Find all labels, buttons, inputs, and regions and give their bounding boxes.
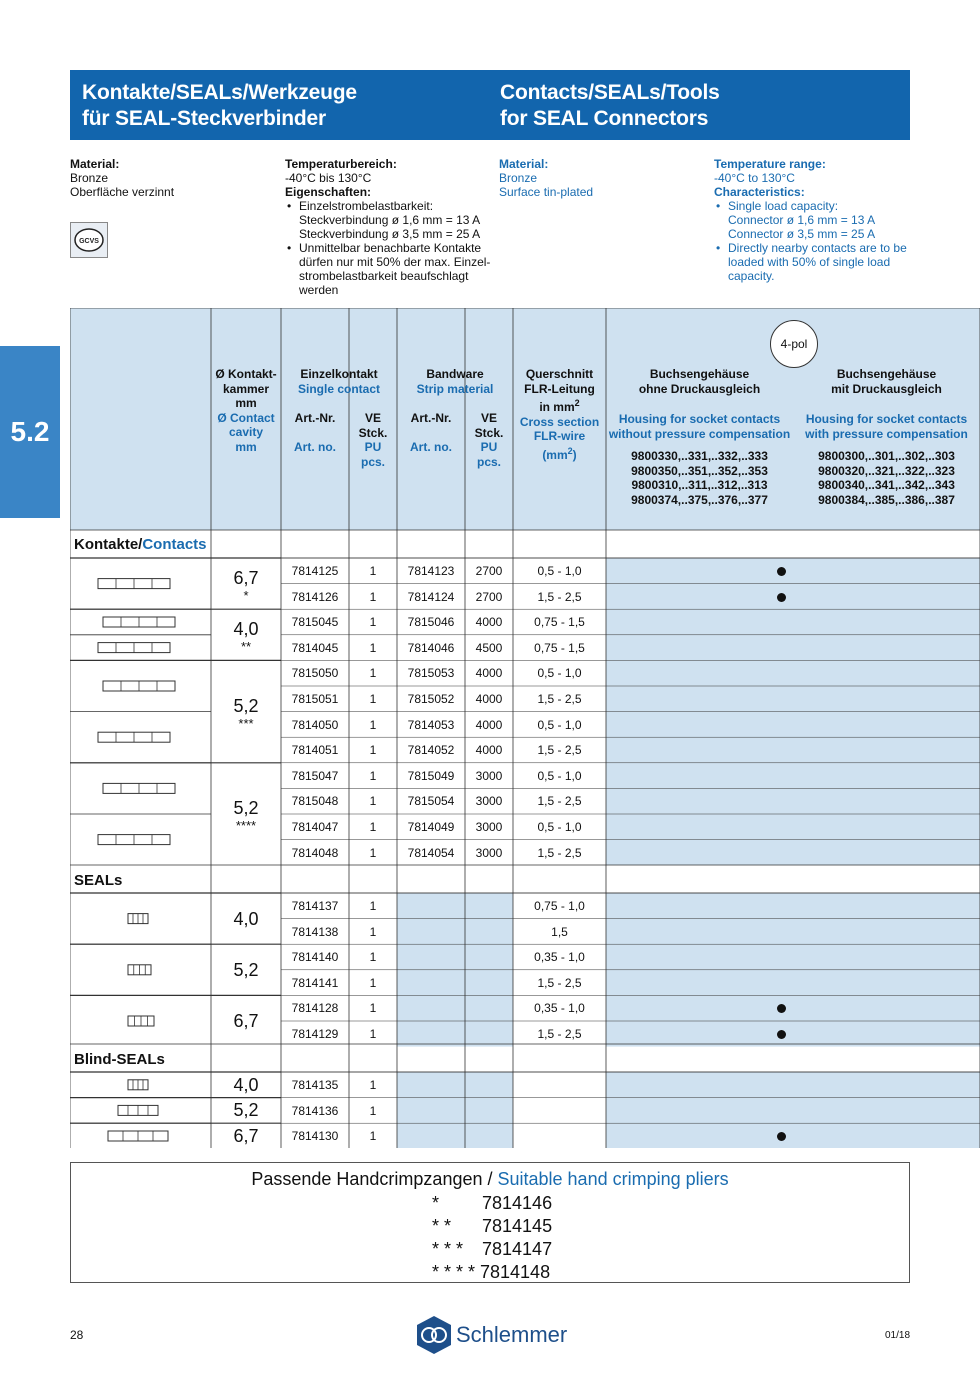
pack-unit: 1 (369, 820, 377, 834)
prop-item: • Single load capacity: Connector ø 1,6 mm = 13 A Connector ø 3,5 mm = 25 A (714, 199, 914, 241)
product-table (70, 308, 980, 1148)
strip-article-number: 7814054 (407, 845, 455, 860)
group-band (70, 865, 980, 893)
article-number: 7814051 (291, 743, 339, 758)
header-housing-with: Buchsengehäuse mit Druckausgleich Housing for socket contacts with pressure compensation 9800300,..301,..302,..303 9800320,..321,..322,..323 9800340,..341,..342,..343 9800384,..385,..386,..387 (805, 367, 968, 507)
pack-unit: 1 (369, 794, 377, 809)
edition-date: 01/18 (885, 1330, 911, 1341)
plier-reference: **** (235, 818, 257, 833)
pack-unit: 1 (369, 768, 377, 783)
certification-logo (70, 222, 108, 258)
pol-badge: 4-pol (770, 320, 818, 368)
pack-unit: 1 (369, 589, 377, 604)
empty-strip-cell (397, 919, 513, 945)
article-number: 7815045 (291, 615, 339, 630)
strip-article-number: 7815052 (407, 692, 455, 706)
pack-unit: 1 (369, 1129, 377, 1144)
strip-pack-unit: 2700 (475, 564, 503, 578)
strip-article-number: 7814049 (407, 820, 455, 834)
prop-item: • Unmittelbar benachbarte Kontakte dürfen nur mit 50% der max. Einzel- strombelastbarkeit beaufschlagt werden (285, 241, 495, 297)
pack-unit: 1 (369, 717, 377, 732)
cavity-size: 5,2 (233, 695, 259, 716)
empty-strip-cell (397, 944, 513, 970)
seal-icon (128, 914, 148, 924)
contact-icon (103, 783, 175, 793)
plier-reference: *** (238, 715, 254, 731)
contact-icon (103, 681, 175, 691)
cross-section: 0,35 - 1,0 (534, 1001, 585, 1016)
pack-unit: 1 (369, 640, 377, 655)
strip-pack-unit: 4000 (475, 743, 503, 758)
pack-unit: 1 (369, 1103, 377, 1118)
strip-article-number: 7814046 (407, 640, 455, 655)
empty-strip-cell (397, 970, 513, 996)
prop-item: • Directly nearby contacts are to be loaded with 50% of single load capacity. (714, 241, 914, 283)
group-seals: SEALs (74, 872, 123, 889)
strip-pack-unit: 3000 (475, 845, 503, 860)
pack-unit: 1 (369, 743, 377, 758)
header-cross-section: Querschnitt FLR-Leitung in $mm^2$ Cross section FLR-wire $(mm^2)$ (519, 367, 600, 462)
seal-icon (128, 1016, 154, 1026)
material-en: Material: Bronze Surface tin-plated (499, 157, 594, 199)
article-number: 7814125 (291, 564, 339, 578)
strip-pack-unit: 4000 (475, 666, 503, 681)
cavity-size: 5,2 (233, 1100, 259, 1121)
empty-strip-cell (397, 995, 513, 1021)
seal-icon (118, 1105, 158, 1115)
properties-de: Temperaturbereich: -40°C bis 130°C Eigenschaften: • Einzelstrombelastbarkeit: Steckverbindung ø 1,6 mm = 13 A Steckverbindung ø 3,5 mm = 25 A • Unmittelbar benachbarte Kontakte dürfen nur mit 50% der max. Einzel- strombelastbarkeit beaufschlagt werden (285, 157, 495, 297)
housing-cell (606, 1021, 980, 1047)
article-number: 7814130 (291, 1129, 339, 1144)
strip-article-number: 7814123 (407, 564, 455, 578)
article-number: 7814138 (291, 924, 339, 939)
cross-section: 0,5 - 1,0 (537, 717, 582, 732)
strip-pack-unit: 4000 (475, 692, 503, 706)
title-en: Contacts/SEALs/Tools for SEAL Connectors (500, 81, 720, 130)
article-number: 7814129 (291, 1027, 339, 1041)
cert-icon (71, 223, 107, 257)
article-number: 7814128 (291, 1001, 339, 1016)
strip-pack-unit: 4000 (475, 717, 503, 732)
pack-unit: 1 (369, 1001, 377, 1016)
section-tab: 5.2 (0, 346, 60, 518)
brand-logo (414, 1314, 574, 1356)
empty-strip-cell (397, 1021, 513, 1047)
housing-cell (606, 686, 980, 712)
cross-section: 0,75 - 1,0 (534, 899, 585, 913)
empty-strip-cell (397, 1098, 513, 1124)
article-number: 7814141 (291, 975, 339, 990)
pack-unit: 1 (369, 666, 377, 681)
cross-section: 0,75 - 1,5 (534, 615, 585, 630)
row-cell (513, 1123, 606, 1148)
header-single: Einzelkontakt Single contact (297, 367, 380, 396)
pack-unit: 1 (369, 1027, 377, 1041)
compatibility-dot (777, 567, 786, 576)
article-number: 7815047 (291, 768, 339, 783)
pack-unit: 1 (369, 924, 377, 939)
schlemmer-logo-icon (414, 1314, 454, 1356)
cross-section: 1,5 - 2,5 (537, 794, 582, 809)
cross-section: 1,5 - 2,5 (537, 589, 582, 604)
strip-pack-unit: 4500 (475, 640, 503, 655)
strip-pack-unit: 4000 (475, 615, 503, 630)
strip-pack-unit: 3000 (475, 794, 503, 809)
strip-pack-unit: 3000 (475, 768, 503, 783)
housing-cell (606, 737, 980, 763)
housing-cell (606, 763, 980, 789)
cross-section: 0,75 - 1,5 (534, 640, 585, 655)
article-number: 7814140 (291, 950, 339, 965)
housing-cell (606, 660, 980, 686)
article-number: 7814050 (291, 717, 339, 732)
contact-icon (103, 617, 175, 627)
article-number: 7814045 (291, 640, 339, 655)
empty-strip-cell (397, 1072, 513, 1098)
pack-unit: 1 (369, 564, 377, 578)
group-band (70, 1044, 980, 1072)
cross-section: 1,5 - 2,5 (537, 975, 582, 990)
seal-icon (128, 1080, 148, 1090)
strip-article-number: 7815049 (407, 768, 455, 783)
prop-item: • Einzelstrombelastbarkeit: Steckverbindung ø 1,6 mm = 13 A Steckverbindung ø 3,5 mm = 25 A (285, 199, 495, 241)
cross-section: 1,5 - 2,5 (537, 692, 582, 706)
cavity-size: 4,0 (233, 1074, 259, 1095)
housing-cell (606, 584, 980, 610)
housing-cell (606, 814, 980, 840)
crimping-pliers-box: Passende Handcrimpzangen / Suitable hand crimping pliers * 7814146 * * 7814145 * * * 7814147 * * * * 7814148 (70, 1162, 910, 1283)
strip-pack-unit: 3000 (475, 820, 503, 834)
header-strip-art: Art.-Nr. Art. no. (410, 411, 452, 454)
header-single-art: Art.-Nr. Art. no. (294, 411, 336, 454)
housing-cell (606, 609, 980, 635)
seal-icon (128, 965, 151, 975)
cavity-size: 6,7 (233, 1126, 259, 1146)
cross-section: 1,5 - 2,5 (537, 845, 582, 860)
contact-icon (98, 579, 170, 589)
svg-text:GCVS: GCVS (79, 238, 99, 245)
cavity-size: 4,0 (233, 908, 259, 929)
housing-cell (606, 635, 980, 661)
housing-cell (606, 840, 980, 866)
article-number: 7814136 (291, 1103, 339, 1118)
housing-cell (606, 944, 980, 970)
article-number: 7814135 (291, 1078, 339, 1092)
housing-cell (606, 970, 980, 996)
strip-article-number: 7814124 (407, 589, 455, 604)
cavity-size: 5,2 (233, 959, 259, 980)
row-cell (513, 1072, 606, 1098)
cavity-size: 6,7 (233, 567, 259, 588)
contact-icon (98, 643, 170, 653)
housing-cell (606, 558, 980, 584)
cavity-size: 6,7 (233, 1011, 259, 1031)
compatibility-dot (777, 1030, 786, 1039)
cross-section: 0,5 - 1,0 (537, 768, 582, 783)
pack-unit: 1 (369, 845, 377, 860)
strip-article-number: 7815046 (407, 615, 455, 630)
article-number: 7814126 (291, 589, 339, 604)
empty-strip-cell (397, 893, 513, 919)
pack-unit: 1 (369, 950, 377, 965)
properties-en: Temperature range: -40°C to 130°C Characteristics: • Single load capacity: Connector ø 1,6 mm = 13 A Connector ø 3,5 mm = 25 A • Directly nearby contacts are to be loaded with 50% of single load capacity. (714, 157, 914, 283)
housing-cell (606, 1072, 980, 1098)
contact-icon (98, 732, 170, 742)
strip-article-number: 7814053 (407, 717, 455, 732)
cross-section: 1,5 - 2,5 (537, 1027, 582, 1041)
row-cell (513, 1098, 606, 1124)
pack-unit: 1 (369, 975, 377, 990)
housing-cell (606, 919, 980, 945)
seal-icon (108, 1131, 168, 1141)
group-contacts: Kontakte/Contacts (74, 536, 207, 553)
cross-section: 1,5 - 2,5 (537, 743, 582, 758)
cavity-size: 5,2 (233, 798, 259, 818)
cavity-size: 4,0 (233, 618, 259, 639)
plier-reference: ** (240, 638, 252, 654)
pliers-title: Passende Handcrimpzangen / Suitable hand crimping pliers (251, 1169, 729, 1189)
cross-section: 1,5 (551, 924, 568, 939)
cross-section: 0,5 - 1,0 (537, 820, 582, 834)
article-number: 7815051 (291, 692, 339, 706)
pack-unit: 1 (369, 692, 377, 706)
pack-unit: 1 (369, 1078, 377, 1092)
header-cell (70, 308, 211, 530)
plier-reference: * (243, 587, 249, 603)
housing-cell (606, 1098, 980, 1124)
article-number: 7814047 (291, 820, 339, 834)
title-banner (70, 70, 910, 140)
title-de: Kontakte/SEALs/Werkzeuge für SEAL-Steckverbinder (82, 81, 357, 130)
header-single-ve: VE Stck. PU pcs. (358, 411, 388, 469)
cross-section: 0,5 - 1,0 (537, 666, 582, 681)
header-housing-without: Buchsengehäuse ohne Druckausgleich Housing for socket contacts without pressure compensation 9800330,..331,..332,..333 9800350,..351,..352,..353 9800310,..311,..312,..313 9800374,..375,..376,..377 (608, 367, 791, 507)
housing-cell (606, 712, 980, 738)
header-strip-ve: VE Stck. PU pcs. (474, 411, 504, 469)
cross-section: 0,5 - 1,0 (537, 564, 582, 578)
cross-section: 0,35 - 1,0 (534, 950, 585, 965)
page-number: 28 (70, 1328, 84, 1342)
housing-cell (606, 1123, 980, 1148)
header-strip: Bandware Strip material (416, 367, 494, 396)
brand-name: Schlemmer (456, 1322, 568, 1347)
housing-cell (606, 995, 980, 1021)
strip-article-number: 7815054 (407, 794, 455, 809)
contact-icon (98, 835, 170, 845)
pack-unit: 1 (369, 615, 377, 630)
housing-cell (606, 788, 980, 814)
strip-article-number: 7815053 (407, 666, 455, 681)
article-number: 7814048 (291, 845, 339, 860)
header-cavity: Ø Kontakt- kammer mm Ø Contact cavity mm (215, 367, 277, 454)
article-number: 7815050 (291, 666, 339, 681)
empty-strip-cell (397, 1123, 513, 1148)
compatibility-dot (777, 593, 786, 602)
material-de: Material: Bronze Oberfläche verzinnt (70, 157, 175, 199)
housing-cell (606, 893, 980, 919)
article-number: 7815048 (291, 794, 339, 809)
group-blind-seals: Blind-SEALs (74, 1051, 165, 1068)
article-number: 7814137 (291, 899, 339, 913)
pack-unit: 1 (369, 899, 377, 913)
strip-pack-unit: 2700 (475, 589, 503, 604)
strip-article-number: 7814052 (407, 743, 455, 758)
